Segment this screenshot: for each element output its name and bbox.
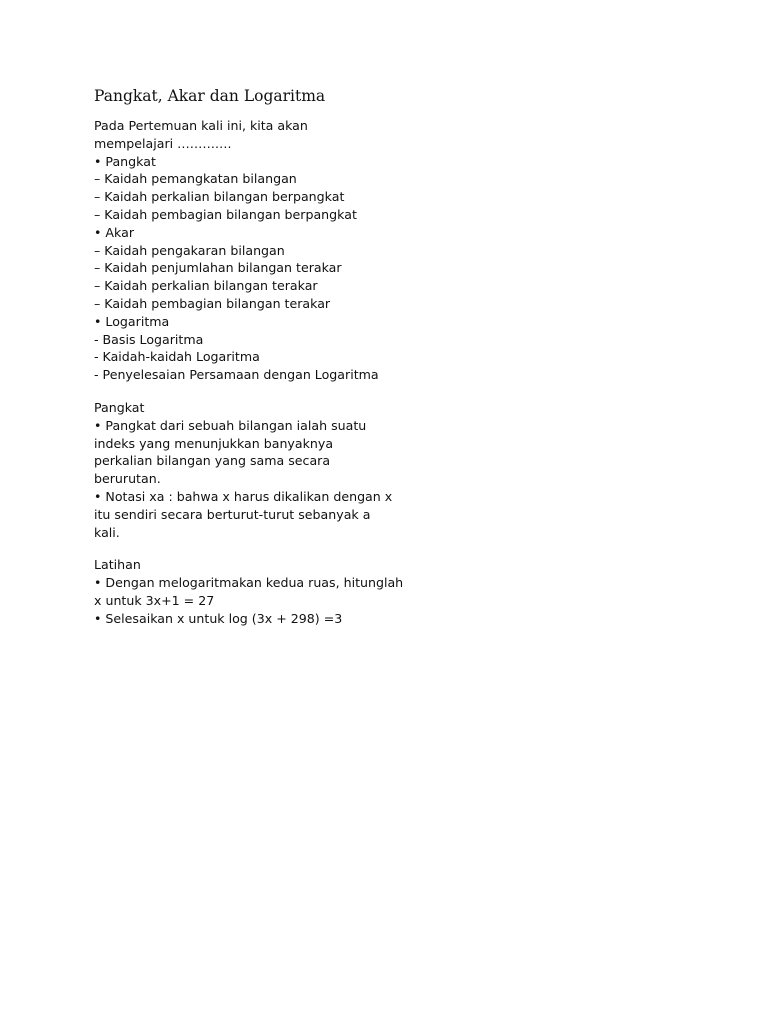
section-heading: Pangkat [94,399,145,415]
topic-pangkat: • Pangkat [94,153,156,169]
paragraph-line: perkalian bilangan yang sama secara [94,453,331,469]
paragraph-line: berurutan. [94,471,161,487]
subtopic-item: – Kaidah pembagian bilangan berpangkat [94,206,357,222]
intro-section [94,117,414,384]
section-gap [94,541,414,556]
exercise-line: • Dengan melogaritmakan kedua ruas, hitunglah [94,575,404,591]
document-title: Pangkat, Akar dan Logaritma [94,87,326,105]
exercise-line: • Selesaikan x untuk log (3x + 298) =3 [94,610,343,626]
topic-logaritma: • Logaritma [94,313,170,329]
section-heading: Latihan [94,557,141,573]
subtopic-item: - Penyelesaian Persamaan dengan Logaritma [94,367,379,383]
intro-line: mempelajari …………. [94,135,232,151]
subtopic-item: - Basis Logaritma [94,331,204,347]
document-page [94,86,414,628]
paragraph-line: • Notasi xa : bahwa x harus dikalikan dengan x [94,488,393,504]
topic-akar: • Akar [94,224,135,240]
subtopic-item: - Kaidah-kaidah Logaritma [94,349,260,365]
paragraph-line: indeks yang menunjukkan banyaknya [94,435,334,451]
subtopic-item: – Kaidah penjumlahan bilangan terakar [94,260,342,276]
paragraph-line: • Pangkat dari sebuah bilangan ialah suatu [94,417,367,433]
latihan-section [94,556,414,627]
pangkat-section [94,399,414,541]
subtopic-item: – Kaidah pemangkatan bilangan [94,171,297,187]
intro-line: Pada Pertemuan kali ini, kita akan [94,118,308,133]
paragraph-line: kali. [94,524,120,540]
exercise-line: x untuk 3x+1 = 27 [94,592,215,608]
subtopic-item: – Kaidah pembagian bilangan terakar [94,295,331,311]
subtopic-item: – Kaidah perkalian bilangan terakar [94,278,318,294]
subtopic-item: – Kaidah pengakaran bilangan [94,242,285,258]
section-gap [94,384,414,399]
paragraph-line: itu sendiri secara berturut-turut sebanyak a [94,506,371,522]
subtopic-item: – Kaidah perkalian bilangan berpangkat [94,189,345,205]
